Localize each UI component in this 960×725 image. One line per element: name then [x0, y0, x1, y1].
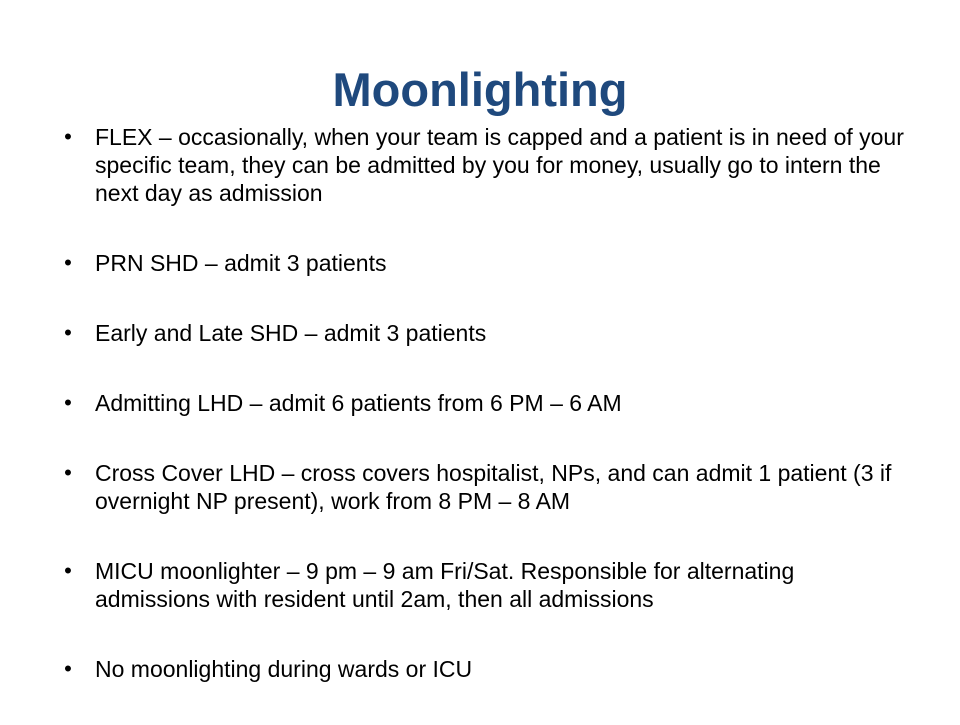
bullet-item-no-moonlighting: [58, 655, 908, 683]
bullet-text: Early and Late SHD – admit 3 patients: [95, 320, 487, 346]
bullet-list: [58, 123, 908, 725]
bullet-icon: •: [64, 124, 72, 149]
bullet-icon: •: [64, 390, 72, 415]
bullet-text: MICU moonlighter – 9 pm – 9 am Fri/Sat. Responsible for alternating admissions with resident until 2am, then all admissions: [95, 558, 795, 612]
bullet-icon: •: [64, 460, 72, 485]
bullet-text: FLEX – occasionally, when your team is capped and a patient is in need of your specific team, they can be admitted by you for money, usually go to intern the next day as admission: [95, 124, 904, 206]
bullet-text: No moonlighting during wards or ICU: [95, 656, 473, 682]
bullet-item-early-late-shd: [58, 319, 908, 347]
bullet-icon: •: [64, 320, 72, 345]
bullet-item-admitting-lhd: [58, 389, 908, 417]
bullet-item-flex: [58, 123, 908, 207]
bullet-item-micu-moonlighter: [58, 557, 908, 613]
bullet-item-prn-shd: [58, 249, 908, 277]
bullet-text: PRN SHD – admit 3 patients: [95, 250, 387, 276]
bullet-item-cross-cover-lhd: [58, 459, 908, 515]
bullet-text: Cross Cover LHD – cross covers hospitalist, NPs, and can admit 1 patient (3 if overnight NP present), work from 8 PM – 8 AM: [95, 460, 892, 514]
bullet-icon: •: [64, 656, 72, 681]
slide-title: Moonlighting: [332, 63, 628, 116]
bullet-icon: •: [64, 558, 72, 583]
bullet-text: Admitting LHD – admit 6 patients from 6 PM – 6 AM: [95, 390, 622, 416]
bullet-icon: •: [64, 250, 72, 275]
